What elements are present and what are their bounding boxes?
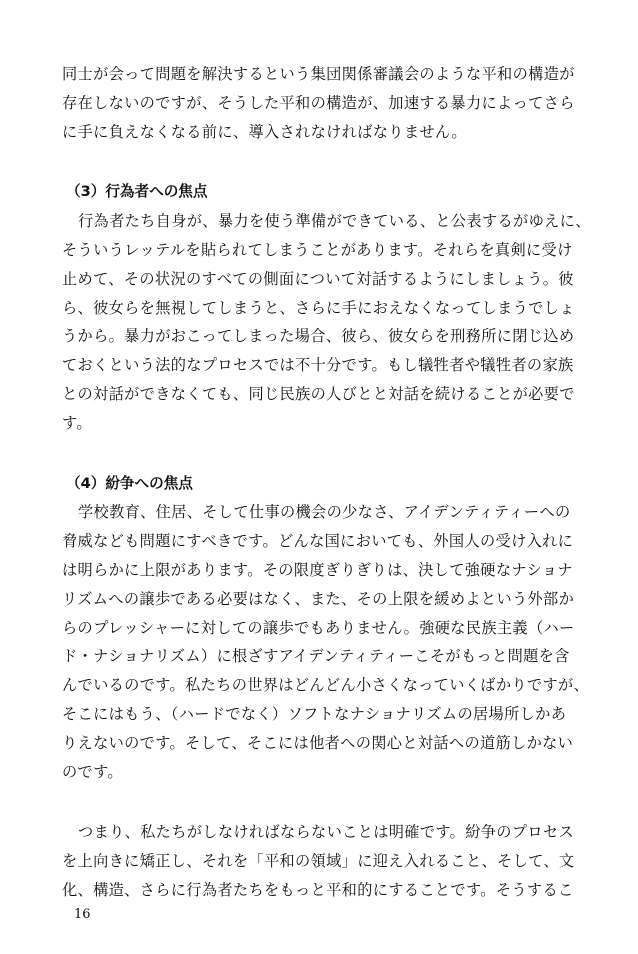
text-line: りえないのです。そして、そこには他者への関心と対話への道筋しかない (62, 733, 574, 752)
text-line: そういうレッテルを貼られてしまうことがあります。それらを真剣に受け (62, 240, 573, 259)
text-line: 存在しないのですが、そうした平和の構造が、加速する暴力によってさら (62, 93, 575, 112)
text-line: 止めて、その状況のすべての側面について対話するようにしましょう。彼 (62, 269, 574, 288)
paragraph-gap (62, 146, 592, 178)
text-line: に手に負えなくなる前に、導入されなければなりません。 (62, 122, 467, 141)
text-line: 行為者たち自身が、暴力を使う準備ができている、と公表するがゆえに、 (78, 212, 591, 231)
section-3 (62, 178, 592, 437)
page-number: 16 (74, 907, 91, 922)
text-line: を上向きに矯正し、それを「平和の領域」に迎え入れること、そして、文 (62, 852, 575, 871)
text-line: ておくという法的なプロセスでは不十分です。もし犠牲者や犠牲者の家族 (62, 356, 574, 375)
text-line: ら、彼女らを無視してしまうと、さらに手におえなくなってしまうでしょ (62, 298, 575, 317)
text-line: リズムへの譲歩である必要はなく、また、その上限を緩めよという外部か (62, 589, 575, 608)
section-4-heading: （4）紛争への焦点 (66, 474, 193, 492)
text-line: 脅威なども問題にすべきです。どんな国においても、外国人の受け入れに (62, 532, 574, 551)
text-line: は明らかに上限があります。その限度ぎりぎりは、決して強硬なナショナ (62, 560, 573, 579)
text-line: との対話ができなくても、同じ民族の人びとと対話を続けることが必要で (62, 384, 575, 403)
text-line: 同士が会って問題を解決するという集団関係審議会のような平和の構造が (62, 65, 575, 83)
text-line: のです。 (62, 762, 123, 781)
text-line: 化、構造、さらに行為者たちをもっと平和的にすることです。そうするこ (62, 880, 574, 899)
text-line: うから。暴力がおこってしまった場合、彼ら、彼女らを刑務所に閉じ込め (62, 327, 575, 346)
text-line: ド・ナショナリズム）に根ざすアイデンティティーこそがもっと問題を含 (62, 647, 570, 666)
text-line: んでいるのです。私たちの世界はどんどん小さくなっていくばかりですが、 (62, 676, 590, 695)
section-4 (62, 470, 592, 787)
text-line: らのプレッシャーに対しての譲歩でもありません。強硬な民族主義（ハー (62, 618, 575, 637)
paragraph-gap (62, 786, 592, 818)
text-line: つまり、私たちがしなければならないことは明確です。紛争のプロセス (78, 823, 574, 842)
text-line: そこにはもう、（ハードでなく）ソフトなナショナリズムの居場所しかあ (62, 704, 567, 723)
intro-paragraph (62, 60, 592, 146)
conclusion-paragraph (62, 818, 592, 904)
text-line: す。 (62, 413, 92, 432)
text-line: 学校教育、住居、そして仕事の機会の少なさ、アイデンティティーへの (78, 503, 571, 522)
page-body (62, 60, 592, 905)
paragraph-gap (62, 438, 592, 470)
section-3-heading: （3）行為者への焦点 (66, 183, 208, 201)
